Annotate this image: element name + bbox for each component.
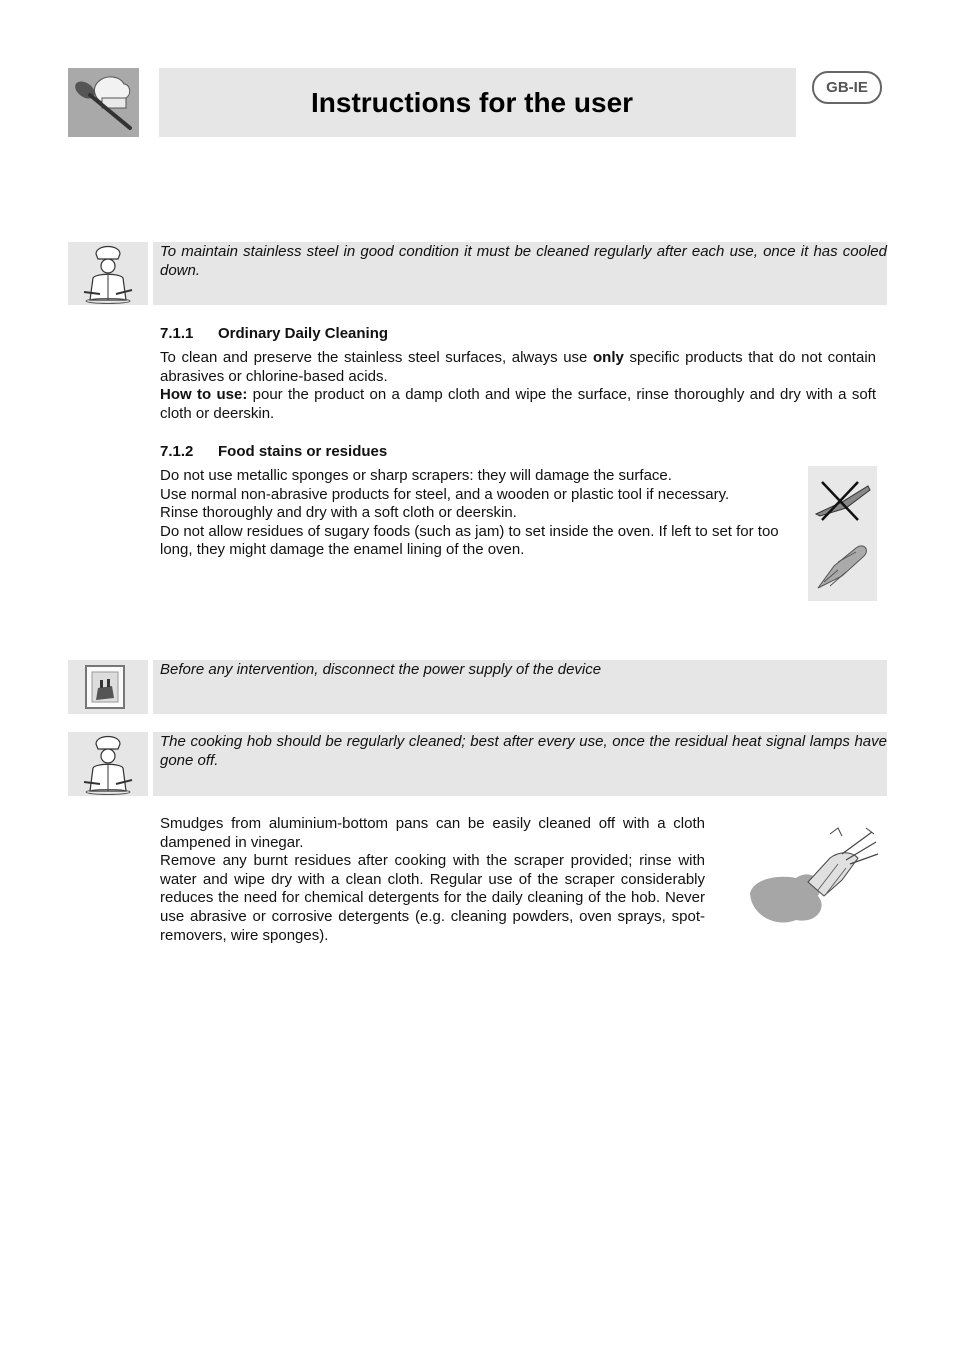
section-712-body	[160, 467, 790, 560]
section-number: 7.1.1	[160, 325, 194, 342]
section-heading-711	[160, 325, 388, 342]
how-to-label: How to use:	[160, 386, 248, 404]
page-title: Instructions for the user	[311, 87, 634, 118]
section-title: Food stains or residues	[218, 443, 388, 460]
text-run: specific products that do not contain abrasives or chlorine-based acids.	[160, 349, 876, 385]
note-power-supply	[153, 660, 887, 714]
note-stainless-steel	[153, 242, 887, 305]
paragraph: Smudges from aluminium-bottom pans can be easily cleaned off with a cloth dampened in vinegar.	[160, 815, 705, 851]
text-bold: only	[593, 349, 624, 366]
text-run: To clean and preserve the stainless steel surfaces, always use	[160, 349, 593, 366]
language-badge: GB-IE	[812, 71, 882, 104]
list-item: Do not allow residues of sugary foods (such as jam) to set inside the oven. If left to set for too long, they might damage the enamel lining of the oven.	[160, 522, 779, 559]
note-text: To maintain stainless steel in good condition it must be cleaned regularly after each use, once it has cooled down.	[160, 243, 887, 279]
section-heading-712	[160, 443, 387, 460]
power-plug-icon	[68, 660, 148, 714]
paragraph	[160, 386, 876, 423]
hob-scraper-icon	[746, 824, 881, 929]
paragraph: Remove any burnt residues after cooking with the scraper provided; rinse with water and wipe dry with a clean cloth. Regular use of the scraper considerably reduces the need for chemical detergents for the daily cleaning of the hob. Never use abrasive or corrosive detergents (e.g. cleaning powders, oven sprays, spot-removers, wire sponges).	[160, 852, 705, 944]
text-run: pour the product on a damp cloth and wipe the surface, rinse thoroughly and dry with a soft cloth or deerskin.	[160, 386, 876, 422]
section-711-body	[160, 349, 876, 423]
section-title: Ordinary Daily Cleaning	[218, 325, 389, 342]
note-text: The cooking hob should be regularly cleaned; best after every use, once the residual heat signal lamps have gone off.	[160, 733, 887, 769]
list-item: Rinse thoroughly and dry with a soft cloth or deerskin.	[160, 504, 517, 522]
header-bar	[159, 68, 796, 137]
no-metal-scraper-icon	[808, 466, 877, 601]
chef-icon	[68, 242, 148, 305]
paragraph	[160, 349, 876, 386]
section-number: 7.1.2	[160, 443, 194, 460]
note-hob-cleaning	[153, 732, 887, 796]
note-text: Before any intervention, disconnect the power supply of the device	[160, 661, 602, 678]
list-item: Do not use metallic sponges or sharp scrapers: they will damage the surface.	[160, 467, 672, 484]
spoon-chef-hat-icon	[68, 68, 139, 137]
list-item: Use normal non-abrasive products for steel, and a wooden or plastic tool if necessary.	[160, 485, 730, 503]
hob-cleaning-body	[160, 815, 705, 945]
chef-icon	[68, 732, 148, 796]
